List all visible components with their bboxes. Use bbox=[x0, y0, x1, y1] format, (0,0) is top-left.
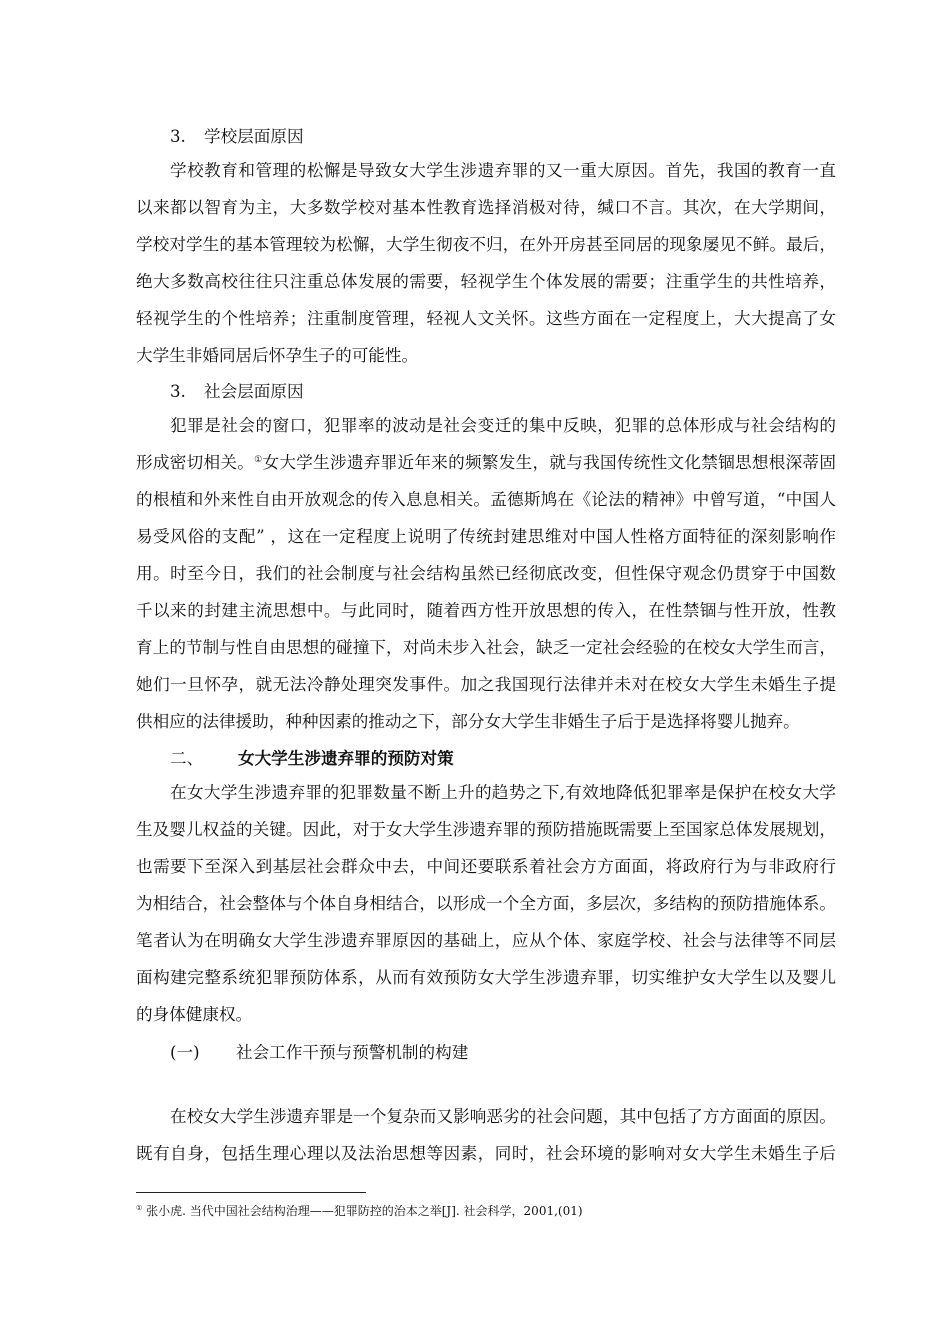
footnote bbox=[136, 1203, 583, 1219]
text-segment: 女大学生涉遗弃罪近年来的频繁发生，就与我国传统性文化禁锢思想根深蒂固 bbox=[262, 453, 837, 472]
paragraph-line: 也需要下至深入到基层社会群众中去，中间还要联系着社会方方面面，将政府行为与非政府行 bbox=[136, 857, 836, 876]
paragraph-line: 笔者认为在明确女大学生涉遗弃罪原因的基础上，应从个体、家庭学校、社会与法律等不同层 bbox=[136, 931, 836, 950]
footnote-separator bbox=[136, 1192, 366, 1193]
subsection-heading bbox=[170, 1043, 468, 1063]
paragraph-line: 的身体健康权。 bbox=[136, 1005, 253, 1024]
paragraph-line: 学校对学生的基本管理较为松懈，大学生彻夜不归，在外开房甚至同居的现象屡见不鲜。最后， bbox=[136, 235, 836, 254]
section-title: 学校层面原因 bbox=[204, 127, 304, 146]
paragraph-line: 学校教育和管理的松懈是导致女大学生涉遗弃罪的又一重大原因。首先，我国的教育一直 bbox=[170, 161, 836, 180]
paragraph-line: 以来都以智育为主，大多数学校对基本性教育选择消极对待，缄口不言。其次，在大学期间， bbox=[136, 198, 836, 217]
paragraph-line: 生及婴儿权益的关键。因此，对于女大学生涉遗弃罪的预防措施既需要上至国家总体发展规划， bbox=[136, 820, 836, 839]
paragraph-line: 面构建完整系统犯罪预防体系，从而有效预防女大学生涉遗弃罪，切实维护女大学生以及婴儿 bbox=[136, 968, 836, 987]
subsection-title: 社会工作干预与预警机制的构建 bbox=[236, 1043, 469, 1062]
text-segment: 形成密切相关。 bbox=[136, 453, 255, 472]
section-heading-school bbox=[170, 127, 304, 147]
paragraph-line: 供相应的法律援助，种种因素的推动之下，部分女大学生非婚生子后于是选择将婴儿抛弃。 bbox=[136, 712, 800, 731]
subsection-number: (一) bbox=[170, 1043, 200, 1062]
paragraph-line: 用。时至今日，我们的社会制度与社会结构虽然已经彻底改变，但性保守观念仍贯穿于中国数 bbox=[136, 564, 836, 583]
section-number: 3. bbox=[170, 382, 186, 401]
paragraph-line: 易受风俗的支配” ，这在一定程度上说明了传统封建思维对中国人性格方面特征的深刻影响作 bbox=[136, 527, 836, 546]
footnote-text: 张小虎. 当代中国社会结构治理——犯罪防控的治本之举[J]. 社会科学，2001,(01) bbox=[146, 1204, 583, 1218]
paragraph-line-with-footnote bbox=[136, 453, 836, 473]
paragraph-line: 大学生非婚同居后怀孕生子的可能性。 bbox=[136, 346, 419, 365]
paragraph-line: 的根植和外来性自由开放观念的传入息息相关。孟德斯鸠在《论法的精神》中曾写道，“中国人 bbox=[136, 490, 836, 509]
paragraph-line: 绝大多数高校往往只注重总体发展的需要，轻视学生个体发展的需要；注重学生的共性培养， bbox=[136, 272, 836, 291]
paragraph-line: 轻视学生的个性培养；注重制度管理，轻视人文关怀。这些方面在一定程度上，大大提高了女 bbox=[136, 309, 836, 328]
paragraph-line: 在校女大学生涉遗弃罪是一个复杂而又影响恶劣的社会问题，其中包括了方方面面的原因。 bbox=[170, 1107, 836, 1126]
footnote-mark: ① bbox=[136, 1204, 143, 1212]
paragraph-line: 在女大学生涉遗弃罪的犯罪数量不断上升的趋势之下,有效地降低犯罪率是保护在校女大学 bbox=[170, 783, 836, 802]
section-number: 3. bbox=[170, 127, 186, 146]
paragraph-line: 为相结合，社会整体与个体自身相结合，以形成一个全方面，多层次，多结构的预防措施体系。 bbox=[136, 894, 836, 913]
paragraph-line: 犯罪是社会的窗口，犯罪率的波动是社会变迁的集中反映，犯罪的总体形成与社会结构的 bbox=[170, 416, 836, 435]
paragraph-line: 育上的节制与性自由思想的碰撞下，对尚未步入社会，缺乏一定社会经验的在校女大学生而言， bbox=[136, 638, 836, 657]
section-title: 社会层面原因 bbox=[204, 382, 304, 401]
section-heading-society bbox=[170, 382, 304, 402]
footnote-reference[interactable]: ① bbox=[254, 455, 263, 465]
chapter-number: 二、 bbox=[170, 749, 204, 768]
paragraph-line: 她们一旦怀孕，就无法冷静处理突发事件。加之我国现行法律并未对在校女大学生未婚生子提 bbox=[136, 675, 836, 694]
chapter-heading bbox=[170, 748, 454, 769]
paragraph-line: 既有自身，包括生理心理以及法治思想等因素，同时，社会环境的影响对女大学生未婚生子后 bbox=[136, 1144, 836, 1163]
chapter-title: 女大学生涉遗弃罪的预防对策 bbox=[238, 748, 454, 768]
paragraph-line: 千以来的封建主流思想中。与此同时，随着西方性开放思想的传入，在性禁锢与性开放，性教 bbox=[136, 601, 836, 620]
